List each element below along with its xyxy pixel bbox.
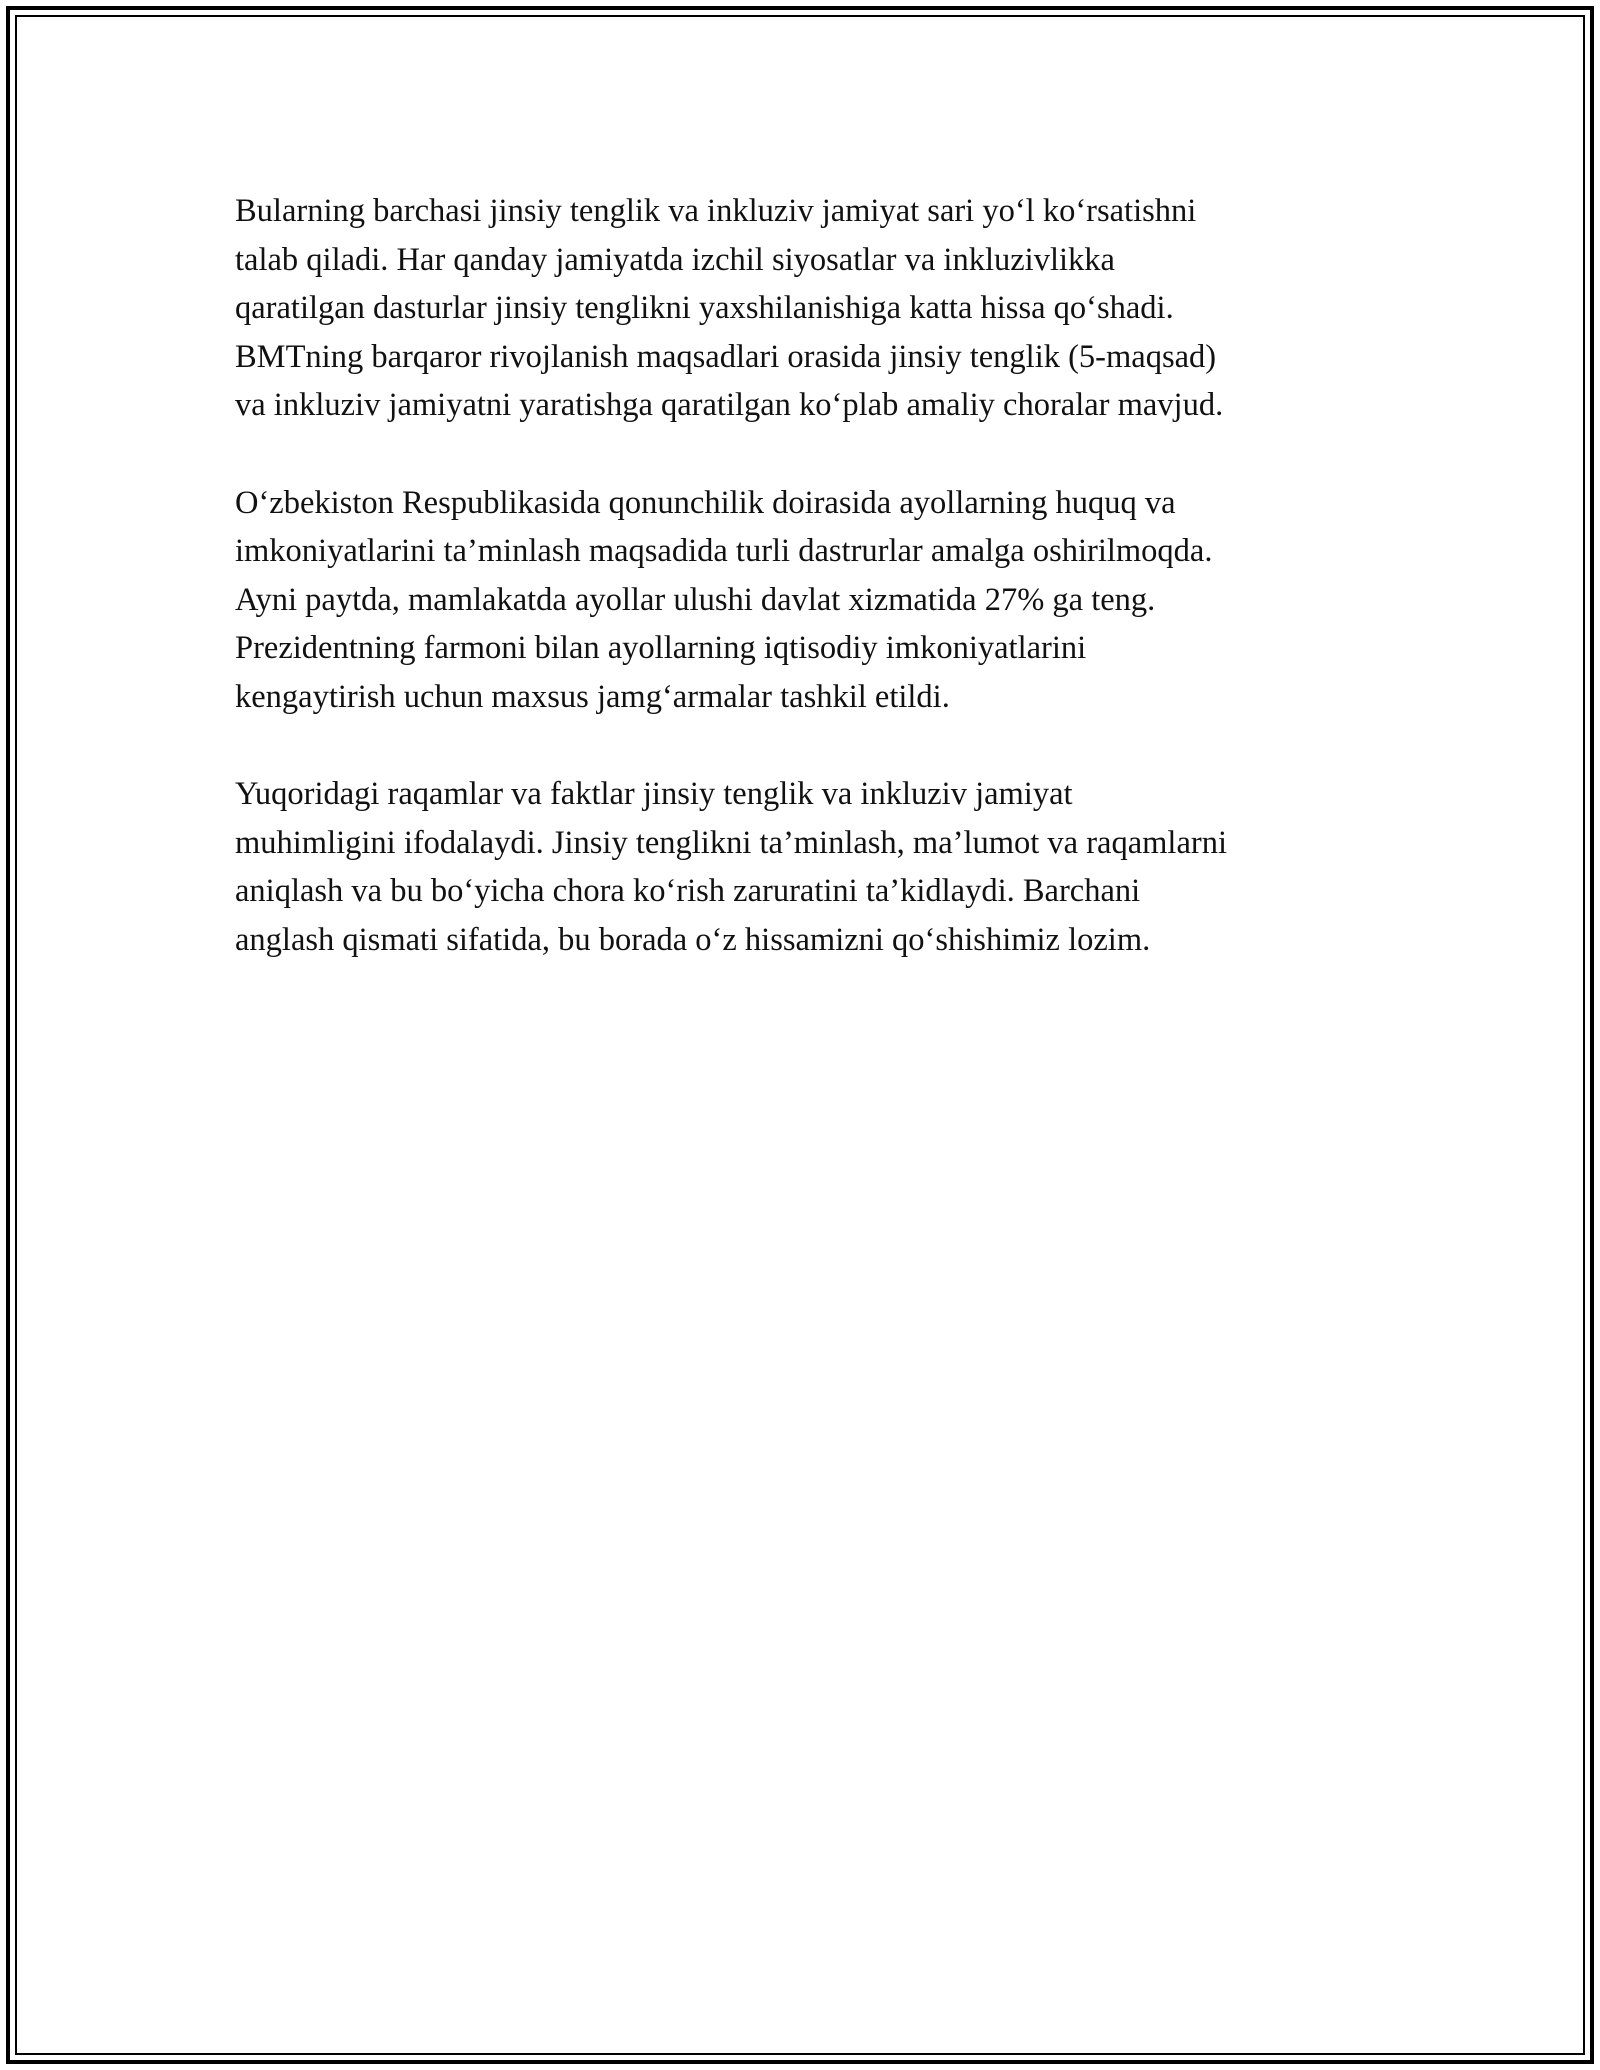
text-line: kengaytirish uchun maxsus jamg‘armalar tashkil etildi.	[235, 678, 950, 715]
text-line: BMTning barqaror rivojlanish maqsadlari orasida jinsiy tenglik (5-maqsad)	[235, 338, 1217, 375]
paragraph-2	[235, 479, 1365, 722]
paragraph-1	[235, 187, 1365, 430]
document-body	[235, 187, 1365, 1013]
text-line: Ayni paytda, mamlakatda ayollar ulushi davlat xizmatida 27% ga teng.	[235, 581, 1156, 618]
text-line: O‘zbekiston Respublikasida qonunchilik doirasida ayollarning huquq va	[235, 484, 1176, 521]
text-line: aniqlash va bu bo‘yicha chora ko‘rish zaruratini ta’kidlaydi. Barchani	[235, 873, 1141, 909]
text-line: imkoniyatlarini ta’minlash maqsadida turli dastrurlar amalga oshirilmoqda.	[235, 533, 1213, 569]
paragraph-3	[235, 770, 1365, 964]
text-line: Bularning barchasi jinsiy tenglik va inkluziv jamiyat sari yo‘l ko‘rsatishni	[235, 193, 1197, 229]
text-line: Prezidentning farmoni bilan ayollarning iqtisodiy imkoniyatlarini	[235, 630, 1087, 666]
text-line: talab qiladi. Har qanday jamiyatda izchil siyosatlar va inkluzivlikka	[235, 241, 1115, 278]
text-line: qaratilgan dasturlar jinsiy tenglikni yaxshilanishiga katta hissa qo‘shadi.	[235, 290, 1174, 326]
text-line: Yuqoridagi raqamlar va faktlar jinsiy tenglik va inkluziv jamiyat	[235, 776, 1073, 812]
text-line: muhimligini ifodalaydi. Jinsiy tenglikni ta’minlash, ma’lumot va raqamlarni	[235, 824, 1227, 861]
text-line: anglash qismati sifatida, bu borada o‘z hissamizni qo‘shishimiz lozim.	[235, 921, 1151, 958]
text-line: va inkluziv jamiyatni yaratishga qaratilgan ko‘plab amaliy choralar mavjud.	[235, 387, 1224, 423]
